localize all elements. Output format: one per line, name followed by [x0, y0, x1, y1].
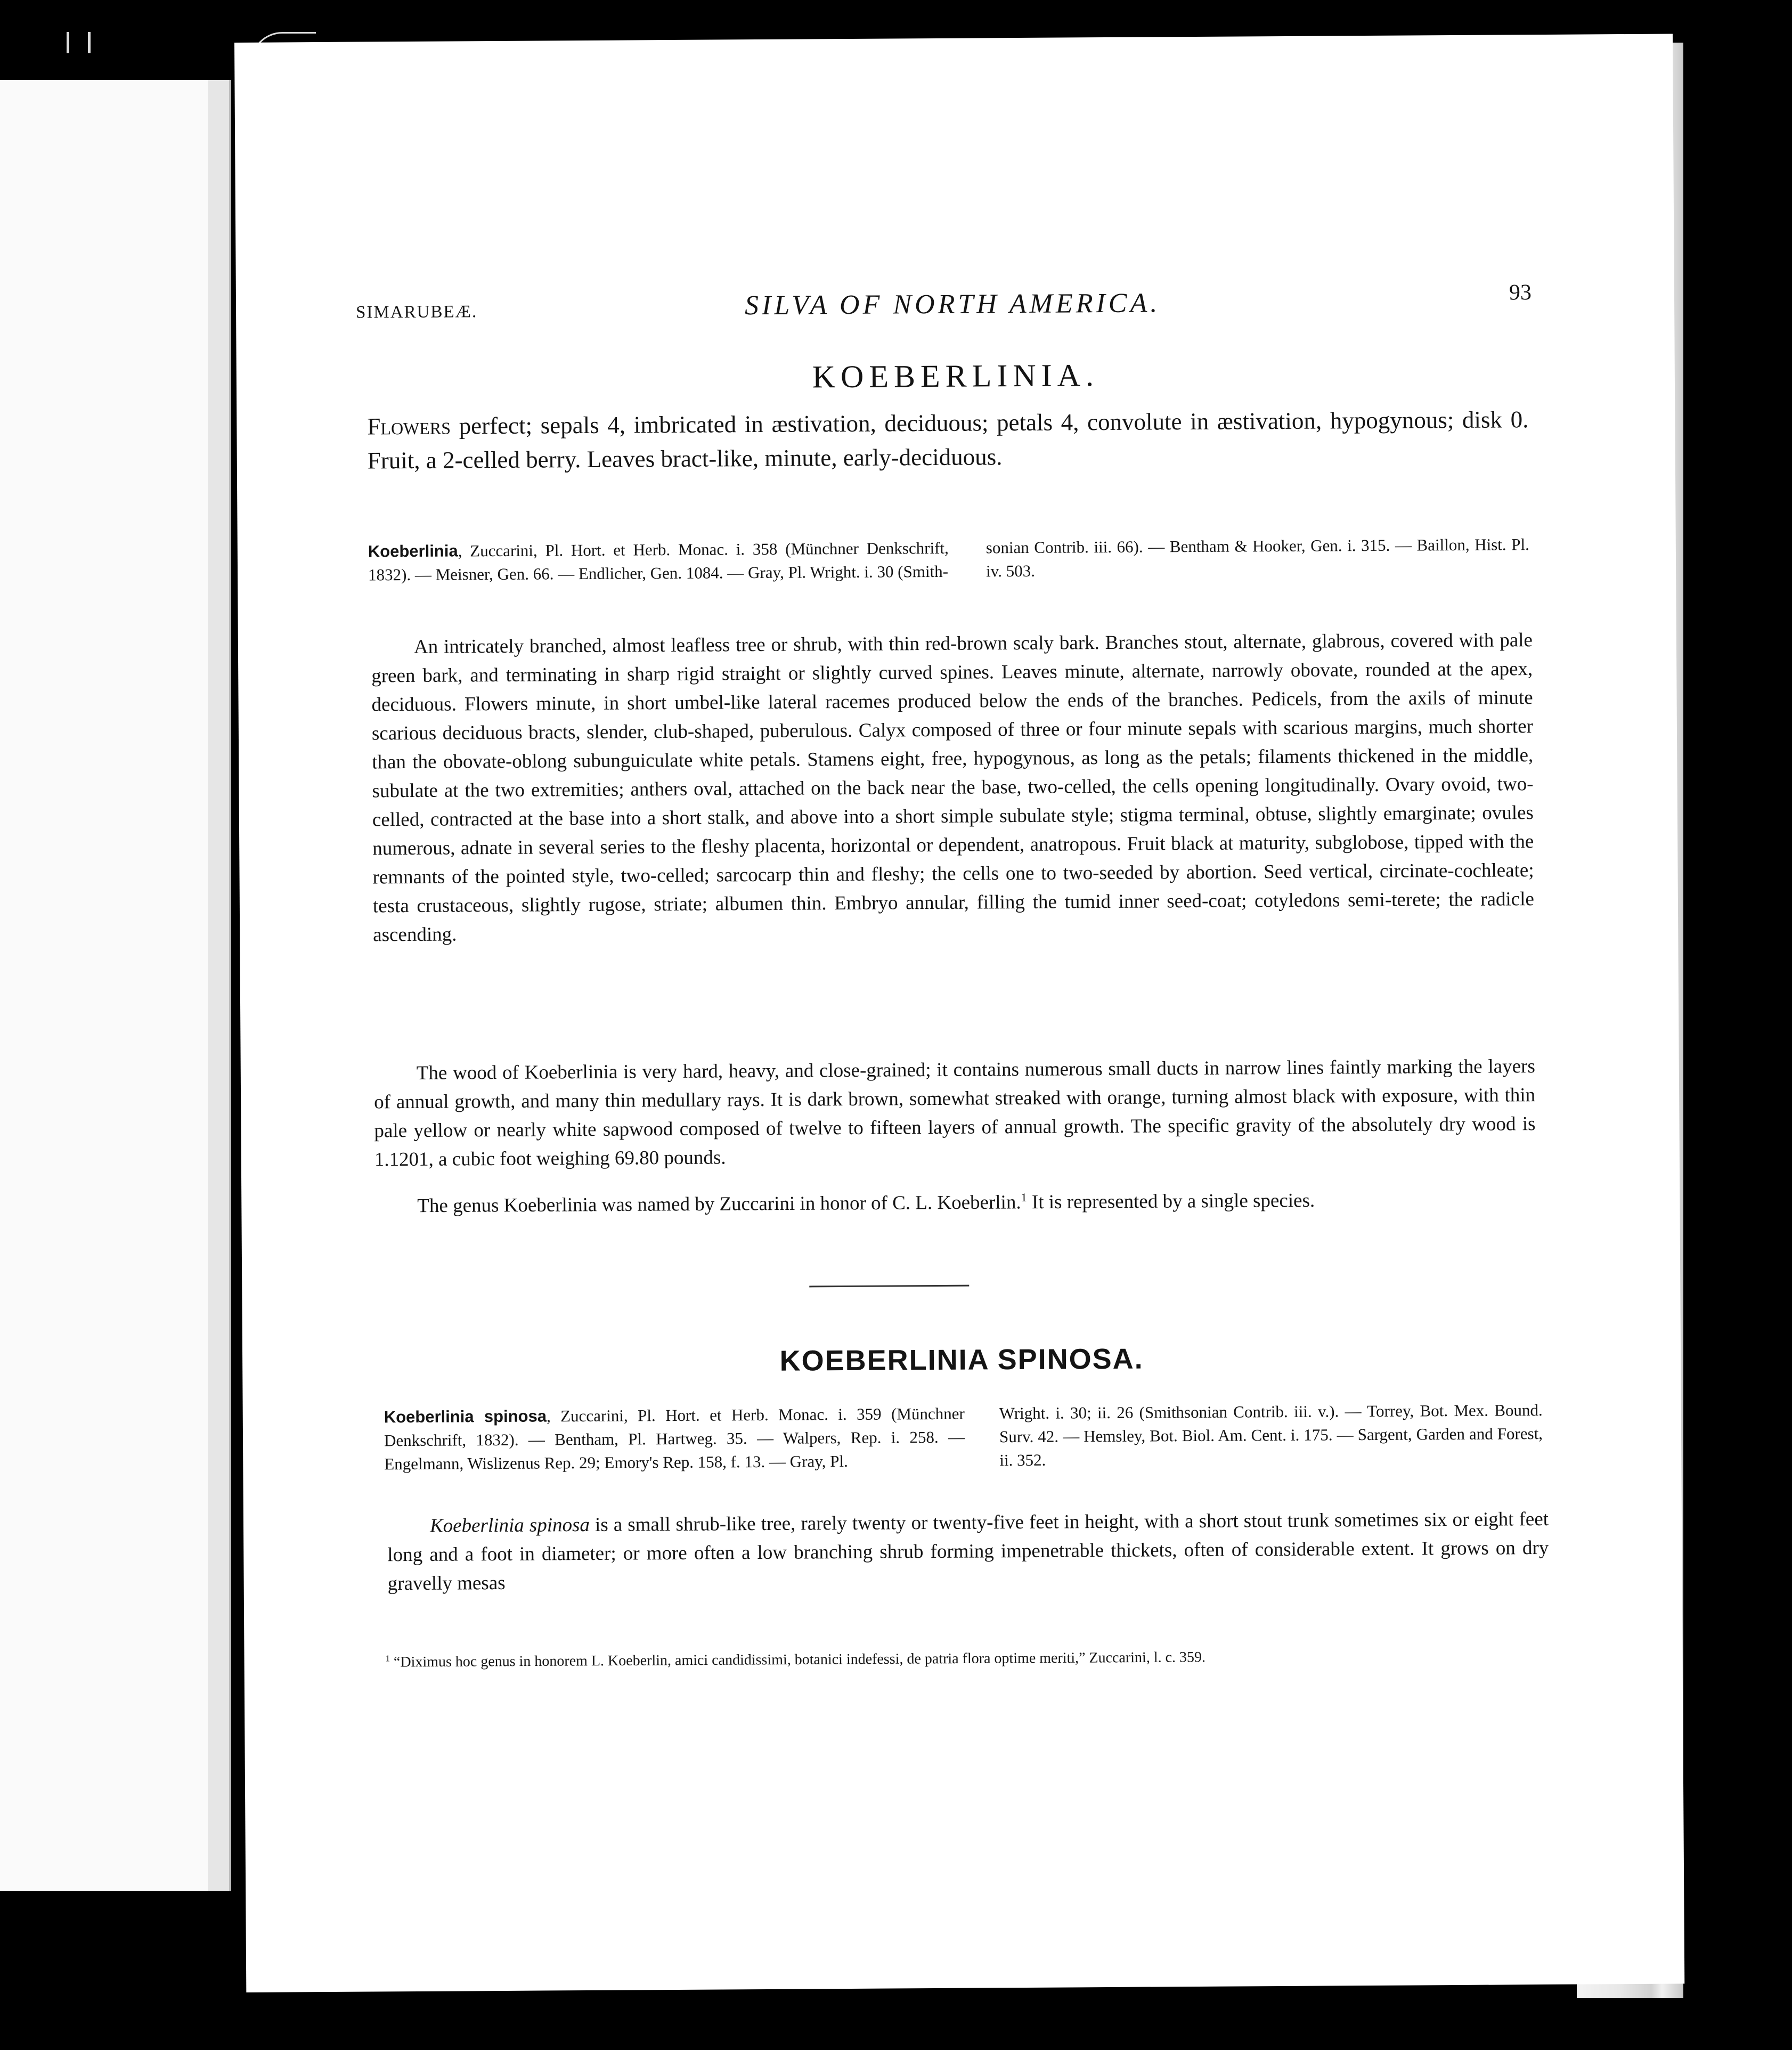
facing-page-edge: [208, 80, 229, 1891]
facing-page: [0, 80, 231, 1891]
paragraph-species: [387, 1505, 1549, 1598]
running-title: SILVA OF NORTH AMERICA.: [744, 288, 1161, 321]
book-page: [234, 34, 1684, 1992]
section-label: SIMARUBEÆ.: [355, 302, 478, 322]
biblio-text: , Zuccarini, Pl. Hort. et Herb. Monac. i. 359 (Münchner Denkschrift, 1832). — Bentham, Pl. Hartweg. 35. — Walpers, Rep. i. 258. — Engelmann, Wislizenus Rep. 29; Emory's Rep. 158, f. 13. — Gray, Pl.: [384, 1404, 965, 1474]
paragraph-description: An intricately branched, almost leafless tree or shrub, with thin red-brown scaly bark. Branches stout, alternate, glabrous, covered with pale green bark, and terminating in sharp rigid straight or slightly curved spines. Leaves minute, alternate, narrowly obovate, rounded at the apex, deciduous. Flowers minute, in short umbel-like lateral racemes produced below the ends of the branches. Pedicels, from the axils of minute scarious deciduous bracts, slender, club-shaped, puberulous. Calyx composed of three or four minute sepals with scarious margins, much shorter than the obovate-oblong subunguiculate white petals. Stamens eight, free, hypogynous, as long as the petals; filaments thickened in the middle, subulate at the two extremities; anthers oval, attached on the back near the base, two-celled, the cells opening longitudinally. Ovary ovoid, two-celled, contracted at the base into a short stalk, and above into a short simple subulate style; stigma terminal, obtuse, slightly emarginate; ovules numerous, adnate in several series to the fleshy placenta, horizontal or dependent, anatropous. Fruit black at maturity, subglobose, tipped with the remnants of the pointed style, two-celled; sarcocarp thin and fleshy; the cells one to two-seeded by abortion. Seed vertical, circinate-cochleate; testa crustaceous, slightly rugose, striate; albumen thin. Embryo annular, filling the tumid inner seed-coat; cotyledons semi-terete; the radicle ascending.: [371, 629, 1534, 946]
species-bibliography-right: Wright. i. 30; ii. 26 (Smithsonian Contrib. iii. v.). — Torrey, Bot. Mex. Bound. Surv. 42. — Hemsley, Bot. Biol. Am. Cent. i. 175. — Sargent, Garden and Forest, ii. 352.: [999, 1401, 1543, 1470]
genus-bibliography-left: [368, 536, 949, 587]
paragraph-genus-name: [374, 1180, 1536, 1221]
genus-character: [367, 402, 1529, 477]
scan-mark: [67, 32, 69, 53]
biblio-genus-name: Koeberlinia: [368, 541, 458, 561]
footnote-text: “Diximus hoc genus in honorem L. Koeberlin, amici candidissimi, botanici indefessi, de patria flora optime meriti,” Zuccarini, l. c. 359.: [393, 1649, 1206, 1671]
biblio-species-name: Koeberlinia spinosa: [384, 1406, 547, 1427]
species-heading: KOEBERLINIA SPINOSA.: [779, 1343, 1144, 1377]
species-italic-name: Koeberlinia spinosa: [429, 1514, 590, 1537]
footnote: [385, 1641, 1546, 1673]
character-text: perfect; sepals 4, imbricated in æstivation, deciduous; petals 4, convolute in æstivation, hypogynous; disk 0. Fruit, a 2-celled berry. Leaves bract-like, minute, early-deciduous.: [367, 406, 1529, 474]
footnote-ref: 1: [1021, 1190, 1027, 1205]
genus-bibliography-right: sonian Contrib. iii. 66). — Bentham & Hooker, Gen. i. 315. — Baillon, Hist. Pl. iv. 503.: [985, 535, 1529, 581]
species-text: is a small shrub-like tree, rarely twenty or twenty-five feet in height, with a short stout trunk sometimes six or eight feet long and a foot in diameter; or more often a low branching shrub forming impenetrable thickets, often of considerable extent. It grows on dry gravelly mesas: [387, 1508, 1549, 1595]
species-bibliography-left: [384, 1402, 965, 1476]
page-number: 93: [1509, 280, 1532, 305]
section-divider: [809, 1285, 969, 1288]
character-lead: Flowers: [367, 412, 451, 440]
scan-mark: [88, 32, 91, 53]
biblio-text: , Zuccarini, Pl. Hort. et Herb. Monac. i. 358 (Münchner Denkschrift, 1832). — Meisner, Gen. 66. — Endlicher, Gen. 1084. — Gray, Pl. Wright. i. 30 (Smith-: [368, 538, 949, 584]
genus-name-end: It is represented by a single species.: [1027, 1189, 1315, 1214]
genus-heading: KOEBERLINIA.: [812, 357, 1099, 395]
running-head: [355, 248, 1532, 322]
paragraph-wood: The wood of Koeberlinia is very hard, heavy, and close-grained; it contains numerous small ducts in narrow lines faintly marking the layers of annual growth, and many thin medullary rays. It is dark brown, somewhat streaked with orange, turning almost black with exposure, with thin pale yellow or nearly white sapwood composed of twelve to fifteen layers of annual growth. The specific gravity of the absolutely dry wood is 1.1201, a cubic foot weighing 69.80 pounds.: [374, 1055, 1536, 1171]
footnote-mark: 1: [385, 1653, 390, 1664]
genus-name-text: The genus Koeberlinia was named by Zuccarini in honor of C. L. Koeberlin.: [417, 1191, 1021, 1217]
